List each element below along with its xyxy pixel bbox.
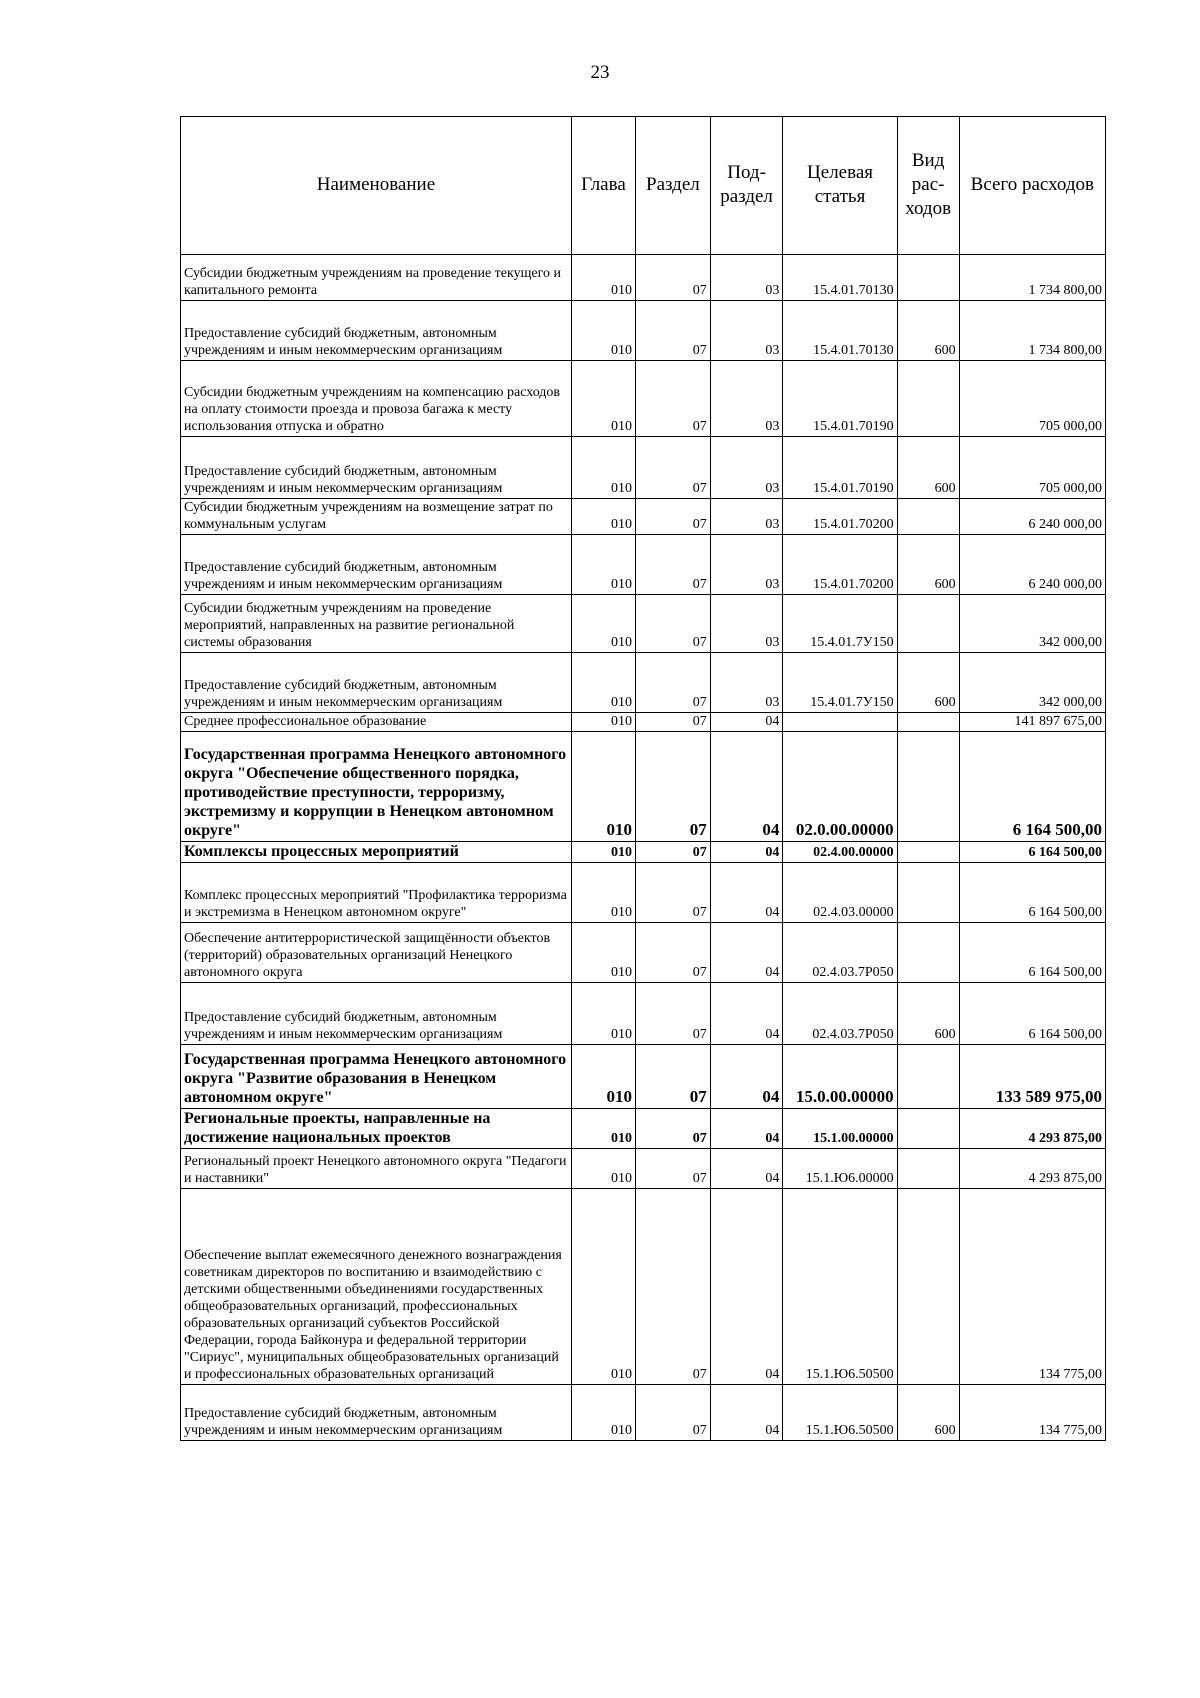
row-vid — [897, 361, 959, 437]
row-podrazdel: 04 — [710, 1109, 783, 1149]
row-podrazdel: 03 — [710, 535, 783, 595]
column-header-razdel: Раздел — [636, 117, 711, 255]
row-name: Субсидии бюджетным учреждениям на компенсацию расходов на оплату стоимости проезда и провоза багажа к месту использования отпуска и обратно — [181, 361, 572, 437]
row-name: Региональные проекты, направленные на достижение национальных проектов — [181, 1109, 572, 1149]
row-total: 4 293 875,00 — [959, 1149, 1105, 1189]
row-tselevaya: 15.4.01.70190 — [783, 361, 897, 437]
row-razdel: 07 — [636, 301, 711, 361]
row-glava: 010 — [571, 361, 635, 437]
table-row — [181, 1385, 1106, 1441]
row-total: 6 240 000,00 — [959, 535, 1105, 595]
row-vid — [897, 842, 959, 863]
row-total: 6 164 500,00 — [959, 732, 1105, 842]
row-glava: 010 — [571, 653, 635, 713]
row-name: Предоставление субсидий бюджетным, автономным учреждениям и иным некоммерческим организациям — [181, 653, 572, 713]
table-row — [181, 499, 1106, 535]
row-glava: 010 — [571, 923, 635, 983]
row-tselevaya: 15.4.01.70200 — [783, 499, 897, 535]
row-razdel: 07 — [636, 1045, 711, 1109]
row-vid — [897, 255, 959, 301]
row-podrazdel: 04 — [710, 863, 783, 923]
table-row — [181, 653, 1106, 713]
column-header-tselevaya: Целевая статья — [783, 117, 897, 255]
row-razdel: 07 — [636, 842, 711, 863]
row-razdel: 07 — [636, 923, 711, 983]
row-name: Предоставление субсидий бюджетным, автономным учреждениям и иным некоммерческим организациям — [181, 535, 572, 595]
row-tselevaya: 15.4.01.70130 — [783, 255, 897, 301]
row-total: 1 734 800,00 — [959, 255, 1105, 301]
page-number: 23 — [590, 62, 610, 83]
table-row — [181, 1109, 1106, 1149]
row-podrazdel: 04 — [710, 713, 783, 732]
row-name: Среднее профессиональное образование — [181, 713, 572, 732]
row-total: 4 293 875,00 — [959, 1109, 1105, 1149]
row-glava: 010 — [571, 1189, 635, 1385]
row-total: 6 240 000,00 — [959, 499, 1105, 535]
table-row — [181, 713, 1106, 732]
table-row — [181, 535, 1106, 595]
table-row — [181, 1149, 1106, 1189]
row-total: 133 589 975,00 — [959, 1045, 1105, 1109]
row-name: Предоставление субсидий бюджетным, автономным учреждениям и иным некоммерческим организациям — [181, 301, 572, 361]
row-glava: 010 — [571, 1385, 635, 1441]
table-row — [181, 842, 1106, 863]
table-row — [181, 732, 1106, 842]
row-razdel: 07 — [636, 732, 711, 842]
row-total: 6 164 500,00 — [959, 842, 1105, 863]
row-tselevaya: 15.4.01.7У150 — [783, 595, 897, 653]
row-vid: 600 — [897, 1385, 959, 1441]
row-glava: 010 — [571, 842, 635, 863]
row-vid — [897, 1045, 959, 1109]
row-razdel: 07 — [636, 535, 711, 595]
row-tselevaya: 15.4.01.7У150 — [783, 653, 897, 713]
budget-table — [180, 116, 1106, 1441]
row-podrazdel: 04 — [710, 842, 783, 863]
row-glava: 010 — [571, 535, 635, 595]
row-vid: 600 — [897, 437, 959, 499]
row-vid — [897, 499, 959, 535]
row-name: Субсидии бюджетным учреждениям на возмещение затрат по коммунальным услугам — [181, 499, 572, 535]
row-podrazdel: 04 — [710, 1385, 783, 1441]
row-tselevaya: 02.4.03.7Р050 — [783, 983, 897, 1045]
row-total: 141 897 675,00 — [959, 713, 1105, 732]
row-vid — [897, 1149, 959, 1189]
row-razdel: 07 — [636, 1189, 711, 1385]
row-razdel: 07 — [636, 1385, 711, 1441]
row-total: 705 000,00 — [959, 361, 1105, 437]
row-tselevaya: 02.4.03.00000 — [783, 863, 897, 923]
row-name: Комплекс процессных мероприятий "Профилактика терроризма и экстремизма в Ненецком автономном округе" — [181, 863, 572, 923]
row-podrazdel: 03 — [710, 301, 783, 361]
table-row — [181, 361, 1106, 437]
column-header-name: Наименование — [181, 117, 572, 255]
row-tselevaya: 15.1.00.00000 — [783, 1109, 897, 1149]
row-name: Предоставление субсидий бюджетным, автономным учреждениям и иным некоммерческим организациям — [181, 983, 572, 1045]
row-total: 6 164 500,00 — [959, 983, 1105, 1045]
row-name: Обеспечение антитеррористической защищённости объектов (территорий) образовательных организаций Ненецкого автономного округа — [181, 923, 572, 983]
row-vid — [897, 1109, 959, 1149]
row-name: Субсидии бюджетным учреждениям на проведение текущего и капитального ремонта — [181, 255, 572, 301]
row-name: Региональный проект Ненецкого автономного округа "Педагоги и наставники" — [181, 1149, 572, 1189]
row-total: 134 775,00 — [959, 1189, 1105, 1385]
row-razdel: 07 — [636, 653, 711, 713]
row-name: Государственная программа Ненецкого автономного округа "Развитие образования в Ненецком автономном округе" — [181, 1045, 572, 1109]
row-tselevaya: 15.1.Ю6.50500 — [783, 1189, 897, 1385]
row-total: 342 000,00 — [959, 595, 1105, 653]
row-tselevaya: 02.0.00.00000 — [783, 732, 897, 842]
row-vid — [897, 923, 959, 983]
row-razdel: 07 — [636, 437, 711, 499]
row-vid — [897, 713, 959, 732]
row-total: 134 775,00 — [959, 1385, 1105, 1441]
row-podrazdel: 03 — [710, 361, 783, 437]
row-podrazdel: 04 — [710, 983, 783, 1045]
row-podrazdel: 03 — [710, 595, 783, 653]
row-razdel: 07 — [636, 499, 711, 535]
row-glava: 010 — [571, 255, 635, 301]
column-header-glava: Глава — [571, 117, 635, 255]
row-podrazdel: 03 — [710, 499, 783, 535]
column-header-podrazdel: Под- раздел — [710, 117, 783, 255]
row-tselevaya: 02.4.00.00000 — [783, 842, 897, 863]
row-name: Обеспечение выплат ежемесячного денежного вознаграждения советникам директоров по воспитанию и взаимодействию с детскими общественными объединениями государственных общеобразовательных организаций, профессиональных образовательных организаций субъектов Российской Федерации, города Байконура и федеральной территории "Сириус", муниципальных общеобразовательных организаций и профессиональных образовательных организаций — [181, 1189, 572, 1385]
column-header-vid: Вид рас- ходов — [897, 117, 959, 255]
row-total: 342 000,00 — [959, 653, 1105, 713]
row-tselevaya: 15.4.01.70200 — [783, 535, 897, 595]
row-tselevaya: 15.1.Ю6.00000 — [783, 1149, 897, 1189]
row-podrazdel: 04 — [710, 1189, 783, 1385]
row-podrazdel: 04 — [710, 923, 783, 983]
row-tselevaya: 15.1.Ю6.50500 — [783, 1385, 897, 1441]
row-razdel: 07 — [636, 1149, 711, 1189]
row-glava: 010 — [571, 499, 635, 535]
row-vid: 600 — [897, 301, 959, 361]
row-glava: 010 — [571, 1149, 635, 1189]
row-podrazdel: 03 — [710, 255, 783, 301]
row-podrazdel: 04 — [710, 1149, 783, 1189]
row-razdel: 07 — [636, 863, 711, 923]
row-podrazdel: 04 — [710, 1045, 783, 1109]
row-podrazdel: 03 — [710, 653, 783, 713]
row-name: Предоставление субсидий бюджетным, автономным учреждениям и иным некоммерческим организациям — [181, 437, 572, 499]
row-glava: 010 — [571, 1045, 635, 1109]
row-tselevaya: 15.4.01.70190 — [783, 437, 897, 499]
row-razdel: 07 — [636, 255, 711, 301]
table-row — [181, 255, 1106, 301]
row-glava: 010 — [571, 301, 635, 361]
row-glava: 010 — [571, 732, 635, 842]
column-header-total: Всего расходов — [959, 117, 1105, 255]
table-row — [181, 1189, 1106, 1385]
row-tselevaya — [783, 713, 897, 732]
row-vid — [897, 595, 959, 653]
row-razdel: 07 — [636, 595, 711, 653]
row-tselevaya: 15.4.01.70130 — [783, 301, 897, 361]
table-row — [181, 863, 1106, 923]
row-razdel: 07 — [636, 1109, 711, 1149]
row-vid: 600 — [897, 653, 959, 713]
table-row — [181, 1045, 1106, 1109]
table-row — [181, 923, 1106, 983]
row-vid — [897, 732, 959, 842]
row-vid — [897, 863, 959, 923]
row-podrazdel: 04 — [710, 732, 783, 842]
row-total: 6 164 500,00 — [959, 863, 1105, 923]
row-name: Государственная программа Ненецкого автономного округа "Обеспечение общественного порядка, противодействие преступности, терроризму, экстремизму и коррупции в Ненецком автономном округе" — [181, 732, 572, 842]
row-razdel: 07 — [636, 361, 711, 437]
row-name: Предоставление субсидий бюджетным, автономным учреждениям и иным некоммерческим организациям — [181, 1385, 572, 1441]
table-row — [181, 595, 1106, 653]
row-vid: 600 — [897, 535, 959, 595]
table-header — [181, 117, 1106, 255]
row-glava: 010 — [571, 983, 635, 1045]
row-glava: 010 — [571, 1109, 635, 1149]
row-name: Комплексы процессных мероприятий — [181, 842, 572, 863]
row-vid — [897, 1189, 959, 1385]
row-total: 705 000,00 — [959, 437, 1105, 499]
row-total: 1 734 800,00 — [959, 301, 1105, 361]
row-tselevaya: 15.0.00.00000 — [783, 1045, 897, 1109]
row-vid: 600 — [897, 983, 959, 1045]
table-row — [181, 983, 1106, 1045]
row-glava: 010 — [571, 437, 635, 499]
row-tselevaya: 02.4.03.7Р050 — [783, 923, 897, 983]
row-razdel: 07 — [636, 713, 711, 732]
row-podrazdel: 03 — [710, 437, 783, 499]
row-glava: 010 — [571, 863, 635, 923]
table-row — [181, 301, 1106, 361]
row-razdel: 07 — [636, 983, 711, 1045]
row-glava: 010 — [571, 595, 635, 653]
row-glava: 010 — [571, 713, 635, 732]
table-row — [181, 437, 1106, 499]
row-total: 6 164 500,00 — [959, 923, 1105, 983]
row-name: Субсидии бюджетным учреждениям на проведение мероприятий, направленных на развитие региональной системы образования — [181, 595, 572, 653]
